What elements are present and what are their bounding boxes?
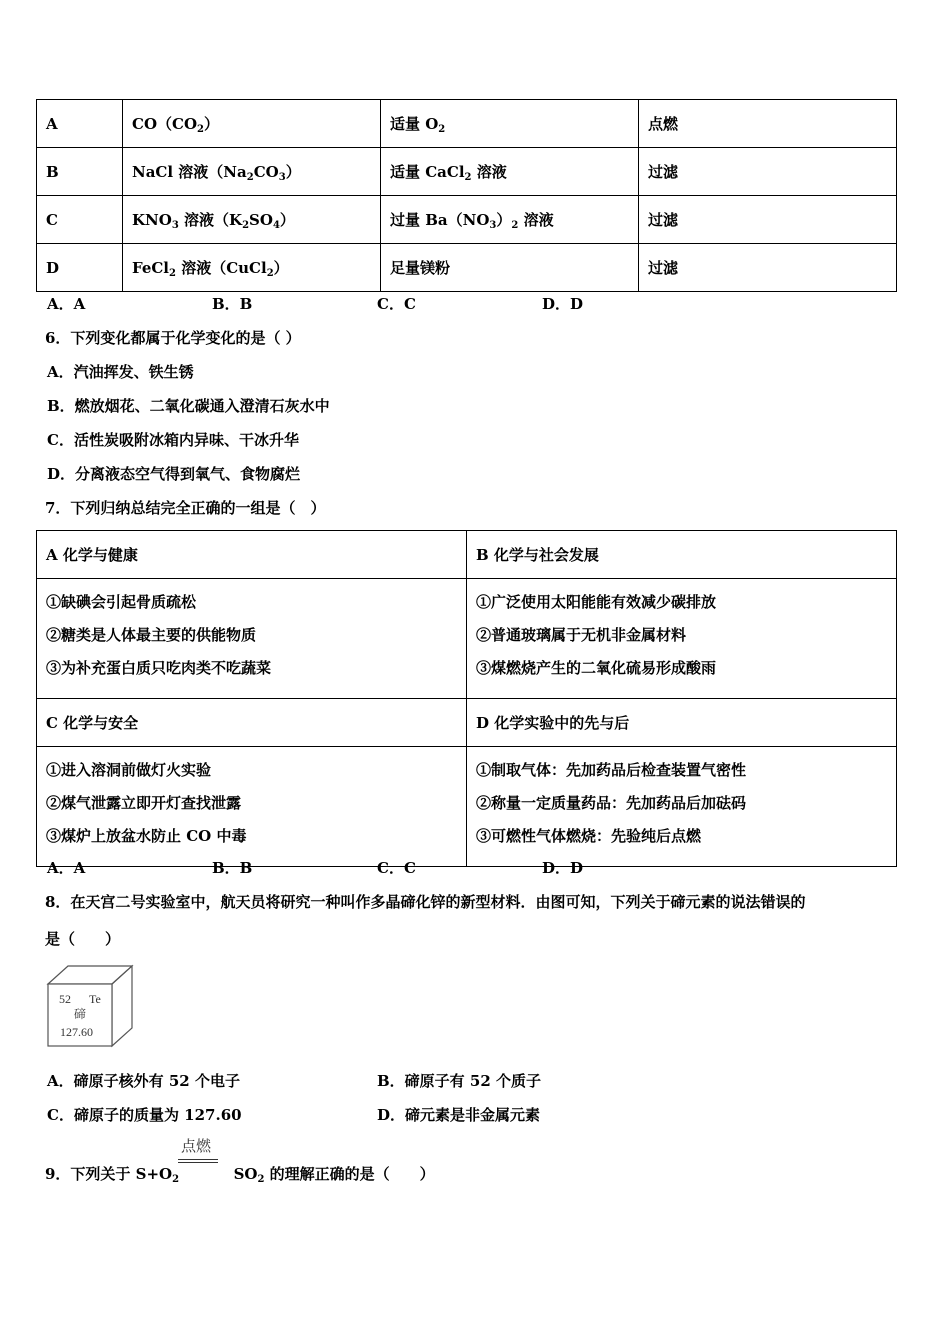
o2-subscript: 2 — [172, 1174, 180, 1185]
atomic-mass: 127.60 — [60, 1025, 93, 1039]
reagent: 适量 CaCl$_2$ 溶液 — [381, 148, 639, 196]
reagent: 适量 $O_2$ — [381, 100, 639, 148]
cell-b-line: ③煤燃烧产生的二氧化硫易形成酸雨 — [476, 659, 717, 677]
tellurium-element-cell — [44, 962, 136, 1048]
table-row — [37, 100, 897, 148]
table-row — [37, 148, 897, 196]
option-b[interactable]: B．B — [212, 295, 253, 313]
cell-a-line: ③为补充蛋白质只吃肉类不吃蔬菜 — [46, 659, 272, 677]
q9-prefix: 9．下列关于 S+O — [45, 1165, 173, 1183]
q9-product: SO — [233, 1165, 258, 1183]
subscript: 2 — [464, 172, 472, 183]
cell-c-title: C 化学与安全 — [37, 699, 467, 747]
q6-option-c[interactable]: C．活性炭吸附冰箱内异味、干冰升华 — [47, 431, 299, 449]
atomic-number: 52 — [59, 992, 71, 1006]
option-d[interactable]: D．D — [542, 295, 584, 313]
q6-option-a[interactable]: A．汽油挥发、铁生锈 — [47, 363, 194, 381]
substance-impurity: FeCl$_2$ 溶液（CuCl$_2$） — [123, 244, 381, 292]
reagent: 足量镁粉 — [381, 244, 639, 292]
reagent: 过量 $Ba(NO_3)_2$ 溶液 — [381, 196, 639, 244]
q7-options — [47, 858, 647, 878]
cube-side — [112, 966, 132, 1046]
cell-d-content — [467, 747, 897, 867]
subscript: 2 — [169, 268, 176, 279]
product-subscript: 2 — [257, 1174, 265, 1185]
equals-line-top — [178, 1159, 218, 1160]
cell-c-line: ①进入溶洞前做灯火实验 — [46, 761, 212, 779]
row-label: B — [37, 148, 123, 196]
purification-table — [36, 99, 897, 292]
row-label: D — [37, 244, 123, 292]
method: 点燃 — [639, 100, 897, 148]
row-label: A — [37, 100, 123, 148]
q6-option-d[interactable]: D．分离液态空气得到氧气、食物腐烂 — [47, 465, 301, 483]
substance-impurity: NaCl 溶液$(Na_2CO_3)$ — [123, 148, 381, 196]
option-c[interactable]: C．C — [377, 859, 416, 877]
cell-b-line: ②普通玻璃属于无机非金属材料 — [476, 626, 687, 644]
subscript: 3 — [278, 172, 286, 183]
cell-c-line: ②煤气泄露立即开灯查找泄露 — [46, 794, 242, 812]
row-label: C — [37, 196, 123, 244]
cell-d-line: ①制取气体：先加药品后检查装置气密性 — [476, 761, 747, 779]
q9-stem — [45, 1164, 435, 1184]
subscript: 4 — [272, 220, 280, 231]
option-a[interactable]: A．A — [47, 295, 86, 313]
q8-stem-line1: 8．在天宫二号实验室中，航天员将研究一种叫作多晶碲化锌的新型材料．由图可知，下列关于碲元素的说法错误的 — [45, 893, 806, 911]
method: 过滤 — [639, 244, 897, 292]
q5-options — [47, 294, 647, 314]
option-d[interactable]: D．D — [542, 859, 584, 877]
q6-stem: 6．下列变化都属于化学变化的是（ ） — [45, 329, 301, 347]
q8-option-b[interactable]: B．碲原子有 52 个质子 — [377, 1072, 541, 1090]
q6-option-b[interactable]: B．燃放烟花、二氧化碳通入澄清石灰水中 — [47, 397, 330, 415]
option-c[interactable]: C．C — [377, 295, 416, 313]
method: 过滤 — [639, 196, 897, 244]
q8-option-c[interactable]: C．碲原子的质量为 127.60 — [47, 1106, 242, 1124]
option-a[interactable]: A．A — [47, 859, 86, 877]
subscript: 2 — [242, 220, 250, 231]
q8-stem-line2: 是（ ） — [45, 930, 121, 948]
cell-b-title: B 化学与社会发展 — [467, 531, 897, 579]
q8-option-a[interactable]: A．碲原子核外有 52 个电子 — [47, 1072, 240, 1090]
cell-d-title: D 化学实验中的先与后 — [467, 699, 897, 747]
subscript: 2 — [246, 172, 254, 183]
cube-top — [48, 966, 132, 984]
cell-a-line: ①缺碘会引起骨质疏松 — [46, 593, 197, 611]
summary-table — [36, 530, 897, 867]
cell-d-line: ②称量一定质量药品：先加药品后加砝码 — [476, 794, 747, 812]
cell-b-line: ①广泛使用太阳能能有效减少碳排放 — [476, 593, 717, 611]
cell-a-title: A 化学与健康 — [37, 531, 467, 579]
condition-label: 点燃 — [181, 1137, 212, 1155]
table-row — [37, 244, 897, 292]
substance-impurity: $KNO_3$ 溶液$(K_2SO_4)$ — [123, 196, 381, 244]
cell-d-line: ③可燃性气体燃烧：先验纯后点燃 — [476, 827, 702, 845]
substance-impurity: $CO(CO_2)$ — [123, 100, 381, 148]
option-b[interactable]: B．B — [212, 859, 253, 877]
subscript: 2 — [266, 268, 274, 279]
cell-a-content — [37, 579, 467, 699]
cell-c-content — [37, 747, 467, 867]
method: 过滤 — [639, 148, 897, 196]
subscript: 3 — [489, 220, 497, 231]
q9-suffix: 的理解正确的是（ ） — [264, 1165, 435, 1183]
q8-option-d[interactable]: D．碲元素是非金属元素 — [377, 1106, 541, 1124]
reaction-condition — [178, 1137, 218, 1177]
cell-c-line: ③煤炉上放盆水防止 CO 中毒 — [46, 827, 247, 845]
subscript: 3 — [171, 220, 179, 231]
q7-stem: 7．下列归纳总结完全正确的一组是（ ） — [45, 499, 326, 517]
cell-b-content — [467, 579, 897, 699]
subscript: 2 — [438, 124, 446, 135]
subscript: 2 — [511, 220, 519, 231]
subscript: 2 — [197, 124, 204, 135]
equals-line-bottom — [178, 1162, 218, 1163]
element-name: 碲 — [74, 1007, 87, 1021]
element-symbol: Te — [89, 992, 101, 1006]
cell-a-line: ②糖类是人体最主要的供能物质 — [46, 626, 257, 644]
table-row — [37, 196, 897, 244]
